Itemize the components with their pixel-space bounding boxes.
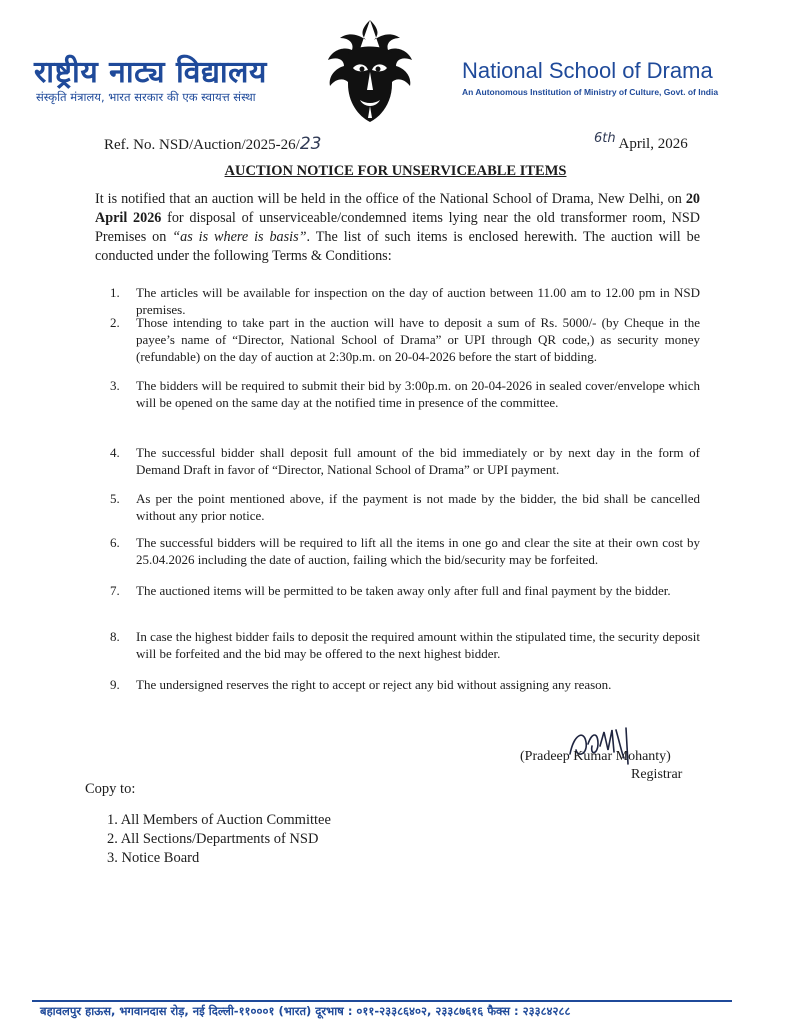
term-text: In case the highest bidder fails to deposit the required amount within the stipulated time, the security deposit will be forfeited and the bid may be offered to the next highest bidder. [136,629,700,661]
intro-part3: . The list of such items is enclosed herewith. The auction will be conducted under the following Terms & Conditions: [95,229,701,264]
notice-title: AUCTION NOTICE FOR UNSERVICEABLE ITEMS [224,163,567,179]
term-item [110,314,700,365]
signatory-designation: Registrar [631,767,683,782]
date-text: April, 2026 [618,136,688,152]
nsd-mask-logo [322,14,418,126]
term-text: The articles will be available for inspection on the day of auction between 11.00 am to 12.00 pm in NSD premises. [136,285,700,317]
copy-to-item: 1. All Members of Auction Committee [107,812,331,828]
letterhead [0,0,791,130]
intro-auction-date: 20 April 2026 [95,191,700,226]
term-text: Those intending to take part in the auction will have to deposit a sum of Rs. 5000/- (by Cheque in the payee’s name of “Director, National School of Drama” or UPI through QR code,) as security money (refundable) on the day of auction at 2:30p.m. on 20-04-2026 before the start of bidding. [136,315,700,364]
term-number: 2. [110,315,120,330]
term-item [110,534,700,568]
reference-text: Ref. No. NSD/Auction/2025-26/ [104,137,300,153]
term-number: 3. [110,378,120,393]
term-item [110,490,700,524]
intro-part1: It is notified that an auction will be held in the office of the National School of Drama, New Delhi, on [95,191,686,207]
term-item [110,582,700,599]
term-number: 6. [110,535,120,550]
term-item [110,676,700,693]
term-text: The undersigned reserves the right to accept or reject any bid without assigning any reason. [136,677,612,692]
copy-to-label: Copy to: [85,781,136,797]
footer-divider [32,1000,732,1002]
intro-paragraph [95,190,700,266]
term-text: As per the point mentioned above, if the payment is not made by the bidder, the bid shall be cancelled without any prior notice. [136,491,700,523]
english-institution-name: National School of Drama [462,58,713,83]
term-text: The successful bidder shall deposit full amount of the bid immediately or by next day in the form of Demand Draft in favor of “Director, National School of Drama” or UPI payment. [136,445,700,477]
term-number: 8. [110,629,120,644]
intro-quote: “as is where is basis” [172,229,307,245]
reference-handwritten-number: 23 [299,134,322,154]
footer-address: बहावलपुर हाऊस, भगवानदास रोड़, नई दिल्ली-११०००१ (भारत) दूरभाष : ०११-२३३८६४०२, २३३८७६१६ फैक्स : २३३८४२८८ [40,1004,571,1018]
hindi-institution-name: राष्ट्रीय नाट्य विद्यालय [34,55,267,90]
english-institution-subtitle: An Autonomous Institution of Ministry of Culture, Govt. of India [462,87,719,97]
term-text: The auctioned items will be permitted to be taken away only after full and final payment by the bidder. [136,583,671,598]
copy-to-item: 3. Notice Board [107,850,200,866]
term-text: The bidders will be required to submit their bid by 3:00p.m. on 20-04-2026 in sealed cover/envelope which will be opened on the same day at the notified time in presence of the committee. [136,378,700,410]
term-item [110,377,700,411]
copy-to-list [107,811,331,868]
hindi-institution-subtitle: संस्कृति मंत्रालय, भारत सरकार की एक स्वायत्त संस्था [36,90,256,104]
term-number: 4. [110,445,120,460]
date-handwritten-day: 6th [594,131,616,146]
intro-part2: for disposal of unserviceable/condemned items lying near the old transformer room, NSD Premises on [95,210,700,245]
signatory-name: (Pradeep Kumar Mohanty) [520,749,671,764]
term-number: 1. [110,285,120,300]
term-text: The successful bidders will be required to lift all the items in one go and clear the site at their own cost by 25.04.2026 including the date of auction, failing which the bid/security may be forfeited. [136,535,700,567]
term-item [110,628,700,662]
copy-to-item: 2. All Sections/Departments of NSD [107,831,319,847]
term-number: 5. [110,491,120,506]
reference-number [104,134,321,154]
notice-date [594,131,688,153]
term-item [110,284,700,318]
term-item [110,444,700,478]
term-number: 7. [110,583,120,598]
term-number: 9. [110,677,120,692]
